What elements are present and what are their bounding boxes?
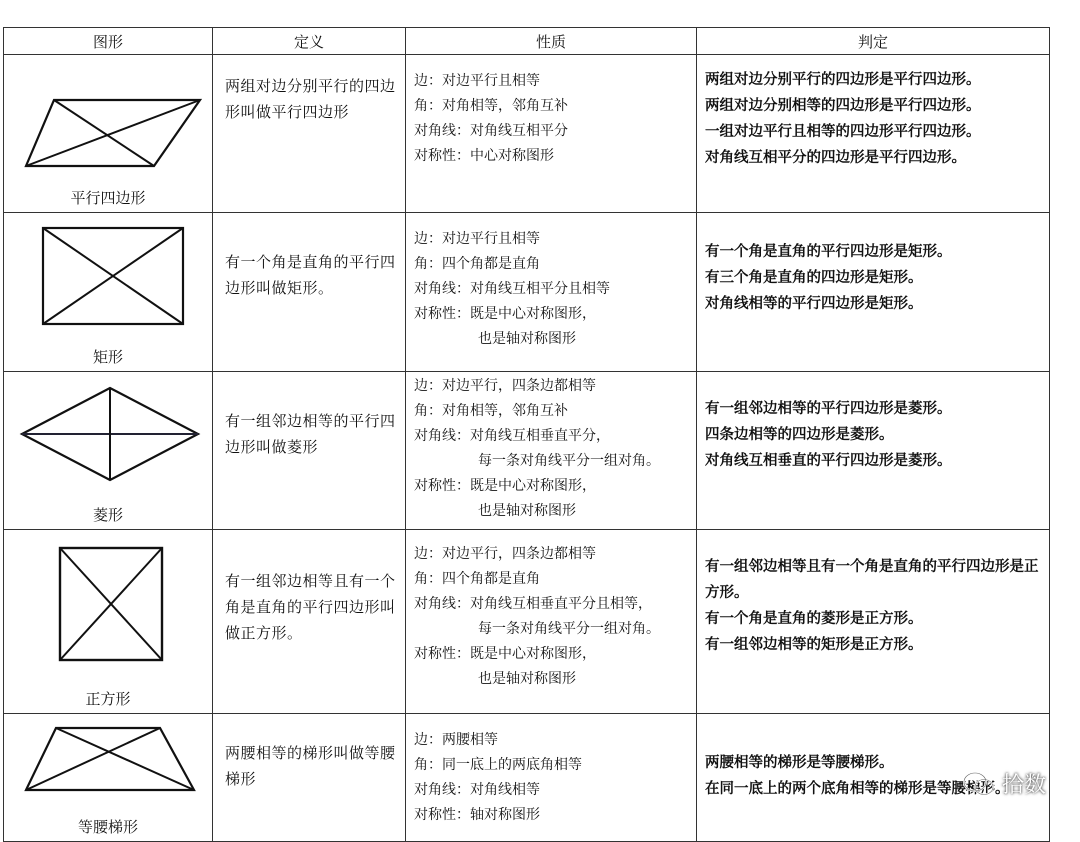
watermark-text: 拾数 (1001, 773, 1046, 798)
definition-cell: 有一个角是直角的平行四边形叫做矩形。 (213, 213, 406, 372)
judgement-cell (697, 213, 1050, 372)
property-line: 每一条对角线平分一组对角。 (478, 621, 660, 637)
judgement-line: 对角线相等的平行四边形是矩形。 (705, 296, 923, 312)
judgement-line: 有一个角是直角的平行四边形是矩形。 (705, 244, 952, 260)
shape-name: 正方形 (85, 690, 131, 708)
judgement-line: 对角线互相平分的四边形是平行四边形。 (705, 150, 966, 166)
judgement-line: 有一组邻边相等的平行四边形是菱形。 (705, 401, 952, 417)
shape-cell (4, 530, 213, 714)
property-line: 对称性：既是中心对称图形， (414, 306, 596, 322)
property-line: 对角线：对角线互相平分且相等 (414, 281, 610, 297)
shape-name: 菱形 (92, 506, 123, 524)
judgement-line: 两组对边分别平行的四边形是平行四边形。 (705, 72, 981, 88)
header-judgement: 判定 (697, 28, 1050, 55)
properties-cell (406, 55, 697, 213)
header-definition: 定义 (213, 28, 406, 55)
properties-cell (406, 372, 697, 530)
judgement-line: 对角线互相垂直的平行四边形是菱形。 (705, 453, 952, 469)
property-line: 对称性：轴对称图形 (414, 807, 540, 823)
property-line: 角：对角相等，邻角互补 (414, 98, 568, 114)
judgement-line: 在同一底上的两个底角相等的梯形是等腰梯形。 (705, 781, 1010, 797)
header-row (4, 28, 1050, 55)
shape-cell (4, 714, 213, 842)
judgement-line: 有一个角是直角的菱形是正方形。 (705, 611, 923, 627)
shape-cell (4, 213, 213, 372)
wechat-icon (962, 771, 996, 797)
property-line: 边：对边平行且相等 (414, 73, 540, 89)
property-line: 对角线：对角线相等 (414, 782, 540, 798)
quadrilateral-table (3, 27, 1050, 842)
shape-cell (4, 372, 213, 530)
property-line: 也是轴对称图形 (478, 503, 576, 519)
watermark (962, 768, 1046, 799)
definition-cell: 有一组邻边相等的平行四边形叫做菱形 (213, 372, 406, 530)
judgement-line: 一组对边平行且相等的四边形平行四边形。 (705, 124, 981, 140)
judgement-cell (697, 372, 1050, 530)
definition-cell: 两腰相等的梯形叫做等腰梯形 (213, 714, 406, 842)
header-shape: 图形 (4, 28, 213, 55)
table-row (4, 55, 1050, 213)
property-line: 也是轴对称图形 (478, 331, 576, 347)
properties-cell (406, 714, 697, 842)
header-properties: 性质 (406, 28, 697, 55)
property-line: 对角线：对角线互相垂直平分且相等， (414, 596, 652, 612)
rectangle-figure (8, 213, 208, 333)
judgement-line: 有一组邻边相等且有一个角是直角的平行四边形是正方形。 (705, 559, 1039, 601)
property-line: 对称性：中心对称图形 (414, 148, 554, 164)
judgement-line: 四条边相等的四边形是菱形。 (705, 427, 894, 443)
property-line: 角：同一底上的两底角相等 (414, 757, 582, 773)
table-row (4, 530, 1050, 714)
square-figure (8, 530, 208, 670)
parallelogram-figure (8, 55, 208, 175)
trapezoid-figure (8, 714, 208, 809)
property-line: 角：对角相等，邻角互补 (414, 403, 568, 419)
shape-name: 平行四边形 (70, 189, 146, 207)
definition-cell: 两组对边分别平行的四边形叫做平行四边形 (213, 55, 406, 213)
property-line: 角：四个角都是直角 (414, 256, 540, 272)
property-line: 也是轴对称图形 (478, 671, 576, 687)
property-line: 边：对边平行，四条边都相等 (414, 378, 596, 394)
property-line: 边：两腰相等 (414, 732, 498, 748)
judgement-cell (697, 530, 1050, 714)
property-line: 每一条对角线平分一组对角。 (478, 453, 660, 469)
shape-name: 矩形 (92, 348, 123, 366)
property-line: 对称性：既是中心对称图形， (414, 646, 596, 662)
property-line: 边：对边平行，四条边都相等 (414, 546, 596, 562)
judgement-cell (697, 55, 1050, 213)
definition-cell: 有一组邻边相等且有一个角是直角的平行四边形叫做正方形。 (213, 530, 406, 714)
property-line: 边：对边平行且相等 (414, 231, 540, 247)
shape-name: 等腰梯形 (77, 818, 138, 836)
property-line: 对角线：对角线互相平分 (414, 123, 568, 139)
judgement-line: 有三个角是直角的四边形是矩形。 (705, 270, 923, 286)
property-line: 角：四个角都是直角 (414, 571, 540, 587)
table-row (4, 372, 1050, 530)
rhombus-figure (6, 372, 211, 497)
table-row (4, 213, 1050, 372)
shape-cell (4, 55, 213, 213)
judgement-line: 两腰相等的梯形是等腰梯形。 (705, 755, 894, 771)
property-line: 对角线：对角线互相垂直平分， (414, 428, 610, 444)
table-row (4, 714, 1050, 842)
properties-cell (406, 213, 697, 372)
property-line: 对称性：既是中心对称图形， (414, 478, 596, 494)
judgement-line: 两组对边分别相等的四边形是平行四边形。 (705, 98, 981, 114)
properties-cell (406, 530, 697, 714)
judgement-line: 有一组邻边相等的矩形是正方形。 (705, 637, 923, 653)
